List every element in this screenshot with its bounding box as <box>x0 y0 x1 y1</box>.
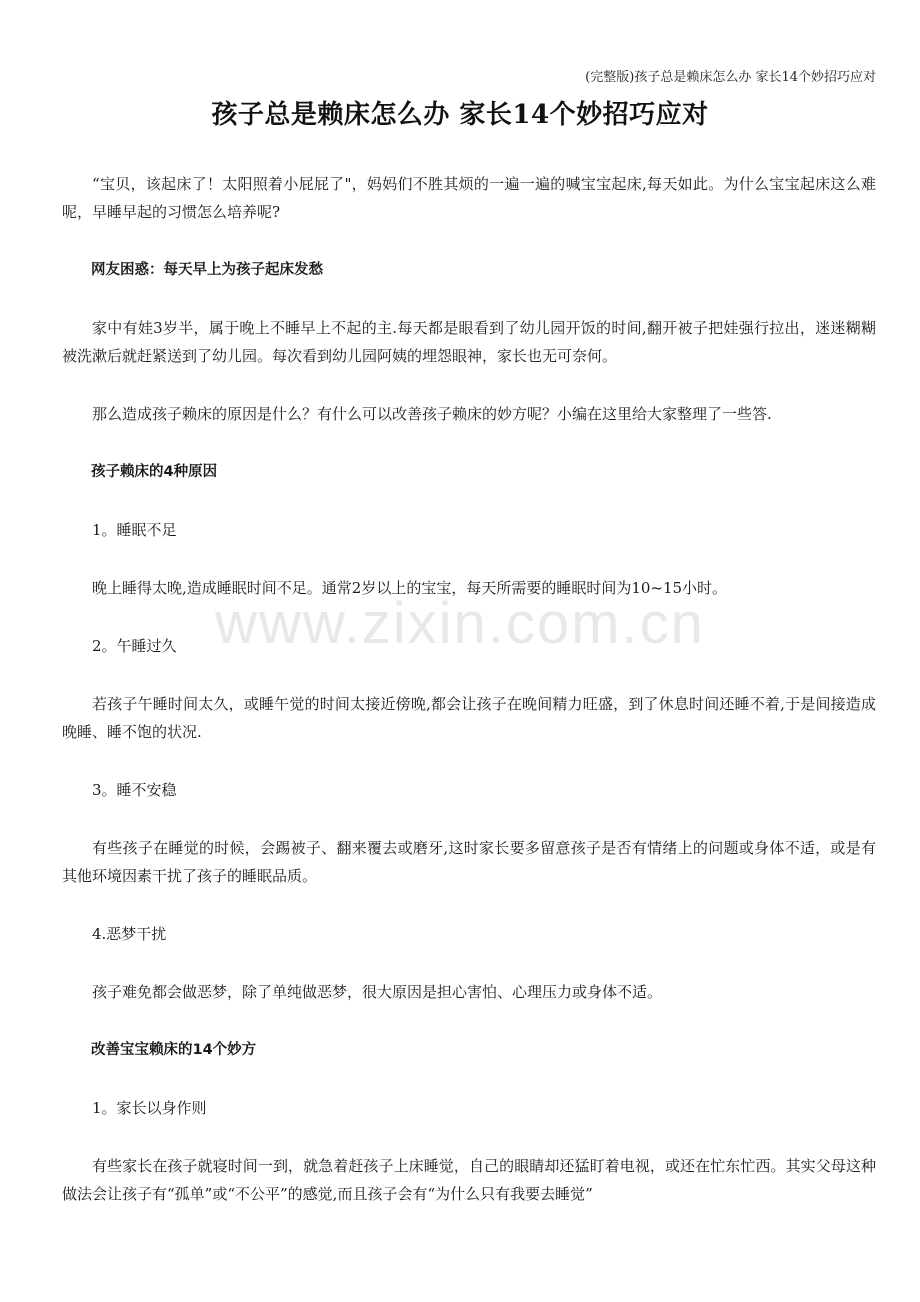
reason-3-text: 有些孩子在睡觉的时候，会踢被子、翻来覆去或磨牙,这时家长要多留意孩子是否有情绪上的问题或身体不适，或是有其他环境因素干扰了孩子的睡眠品质。 <box>62 839 876 885</box>
section-heading-confusion: 网友困惑：每天早上为孩子起床发愁 <box>91 262 323 278</box>
document-body <box>62 170 876 1208</box>
paragraph-case: 家中有娃3岁半，属于晚上不睡早上不起的主.每天都是眼看到了幼儿园开饭的时间,翻开被子把娃强行拉出，迷迷糊糊被洗漱后就赶紧送到了幼儿园。每次看到幼儿园阿姨的埋怨眼神，家长也无可奈何。 <box>62 319 876 365</box>
tip-1-text: 有些家长在孩子就寝时间一到，就急着赶孩子上床睡觉，自己的眼睛却还猛盯着电视，或还在忙东忙西。其实父母这种做法会让孩子有“孤单”或“不公平”的感觉,而且孩子会有“为什么只有我要去睡觉” <box>62 1157 876 1203</box>
reason-4-title: 4.恶梦干扰 <box>92 925 167 943</box>
tip-1-title: 1。家长以身作则 <box>92 1099 207 1117</box>
reason-3-title: 3。睡不安稳 <box>92 781 177 799</box>
section-heading-tips: 改善宝宝赖床的14个妙方 <box>91 1042 257 1058</box>
section-heading-reasons: 孩子赖床的4种原因 <box>91 464 218 480</box>
intro-paragraph: “宝贝，该起床了！太阳照着小屁屁了"，妈妈们不胜其烦的一遍一遍的喊宝宝起床,每天如此。为什么宝宝起床这么难呢，早睡早起的习惯怎么培养呢? <box>62 175 876 221</box>
reason-1-text: 晚上睡得太晚,造成睡眠时间不足。通常2岁以上的宝宝，每天所需要的睡眠时间为10~15小时。 <box>92 579 728 597</box>
reason-4-text: 孩子难免都会做恶梦，除了单纯做恶梦，很大原因是担心害怕、心理压力或身体不适。 <box>92 983 663 1001</box>
paragraph-question: 那么造成孩子赖床的原因是什么？有什么可以改善孩子赖床的妙方呢？小编在这里给大家整理了一些答. <box>92 405 772 423</box>
reason-2-title: 2。午睡过久 <box>92 637 177 655</box>
document-header-note: (完整版)孩子总是赖床怎么办 家长14个妙招巧应对 <box>585 70 876 85</box>
document-title: 孩子总是赖床怎么办 家长14个妙招巧应对 <box>211 100 709 130</box>
watermark-text: www.zixin.com.cn <box>215 591 705 656</box>
reason-1-title: 1。睡眠不足 <box>92 521 177 539</box>
reason-2-text: 若孩子午睡时间太久，或睡午觉的时间太接近傍晚,都会让孩子在晚间精力旺盛，到了休息时间还睡不着,于是间接造成晚睡、睡不饱的状况. <box>62 695 876 741</box>
